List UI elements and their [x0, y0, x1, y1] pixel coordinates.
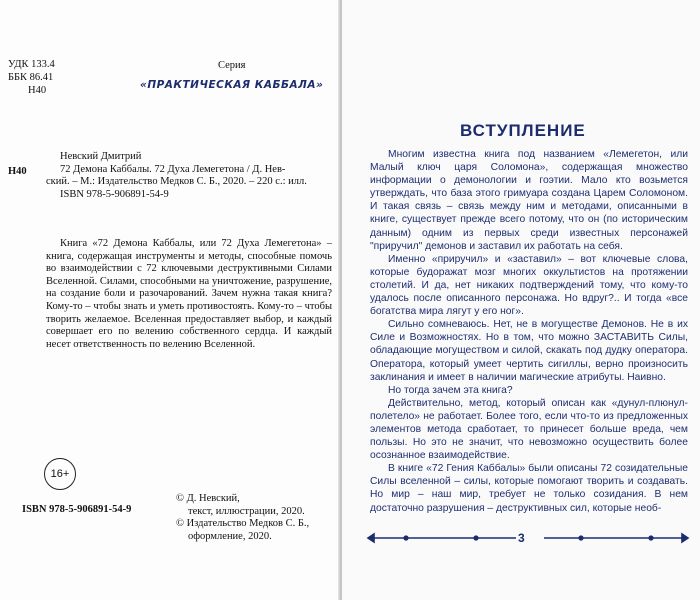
bib-author: Невский Дмитрий [60, 151, 142, 162]
copyright-block [176, 493, 309, 543]
paragraph-1: Многим известна книга под названием «Лемегетон, или Малый ключ царя Соломона», содержащая множество информации о демонологии и гоэтии. Мало кто возьмется утверждать, что база этого гримуара создана Царем Соломоном. И такая связь – связь между ним и методами, описанными в книге, существует прежде всего потому, что он (по историческим данным) одним из первых среди известных персонажей "приручил" демонов и заставил их работать на себя. [370, 149, 688, 252]
annotation: Книга «72 Демона Каббалы, или 72 Духа Лемегетона» – книга, содержащая инструменты и методы, способные помочь во взаимодействии с 72 ключевыми деструктивными Силами Вселенной. Силами, способными на уничтожение, разрушение, на создание боли и разочарований. Зачем нужна такая книга? Кому-то – чтобы знать и уметь противостоять. Кому-то – чтобы творить желаемое. Вселенная предоставляет выбор, и каждый совершает его по велению собственного сердца. И каждый несет ответственность по велению Вселенной. [46, 238, 332, 350]
series-label: Серия [218, 60, 246, 71]
paragraph-3: Сильно сомневаюсь. Нет, не в могуществе Демонов. Не в их Силе и Возможностях. Но в том, что можно ЗАСТАВИТЬ Силы, обладающие могуществом и силой, скакать под дудку оператора. Оператора, который умеет чертить сигиллы, верно произносить заклинания и имеет в наличии магические атрибуты. Наивно. [370, 319, 688, 383]
paragraph-5: Действительно, метод, который описан как «дунул-плюнул-полетело» не работает. Более того, если что-то из предложенных элементов метода сработает, то принесет больше вреда, чем пользы. Но это не значит, что невозможно осуществить более осознанное взаимодействие. [370, 397, 688, 462]
page-number: 3 [518, 531, 525, 545]
classification-codes [8, 58, 55, 97]
bibliographic-record [46, 151, 334, 201]
copyright-publisher: © Издательство Медков С. Б., [176, 518, 310, 530]
paragraph-6: В книге «72 Гения Каббалы» были описаны 72 созидательные Силы вселенной – силы, которые помогают творить и создавать. Но мир – наш мир, требует не только созидания. В нем достаточно разрушения – деструктивных сил, которые необ- [370, 463, 688, 514]
bib-isbn: ISBN 978-5-906891-54-9 [60, 188, 169, 200]
series-title: «ПРАКТИЧЕСКАЯ КАББАЛА» [140, 79, 324, 91]
bib-line-2: ский. – М.: Издательство Медков С. Б., 2020. – 220 с.: илл. [46, 176, 307, 188]
bbk-code: ББК 86.41 [8, 72, 54, 83]
chapter-body [370, 148, 688, 515]
paragraph-2: Именно «приручил» и «заставил» – вот ключевые слова, которые будоражат мозг многих оккультистов на протяжении столетий. И да, нет никаких подтверждений тому, что кому-то удалось после описанного персонажа. Но вдруг?.. И тогда «все богатства мира лягут у его ног». [370, 253, 688, 318]
chapter-title: ВСТУПЛЕНИЕ [460, 121, 586, 140]
copyright-publisher-detail: оформление, 2020. [188, 530, 272, 542]
page-ornament [366, 528, 691, 548]
copyright-author: © Д. Невский, [176, 493, 240, 504]
right-page [342, 0, 700, 600]
copyright-author-detail: текст, иллюстрации, 2020. [188, 505, 305, 517]
bib-line-1: 72 Демона Каббалы. 72 Духа Лемегетона / Д. Нев- [60, 163, 286, 175]
bottom-isbn: ISBN 978-5-906891-54-9 [22, 504, 132, 515]
age-rating-badge: 16+ [44, 458, 76, 490]
left-page [0, 0, 342, 600]
author-mark-bold: Н40 [8, 166, 27, 177]
udk-code: УДК 133.4 [8, 59, 55, 70]
author-mark: Н40 [28, 85, 47, 96]
paragraph-4: Но тогда зачем эта книга? [388, 384, 513, 396]
